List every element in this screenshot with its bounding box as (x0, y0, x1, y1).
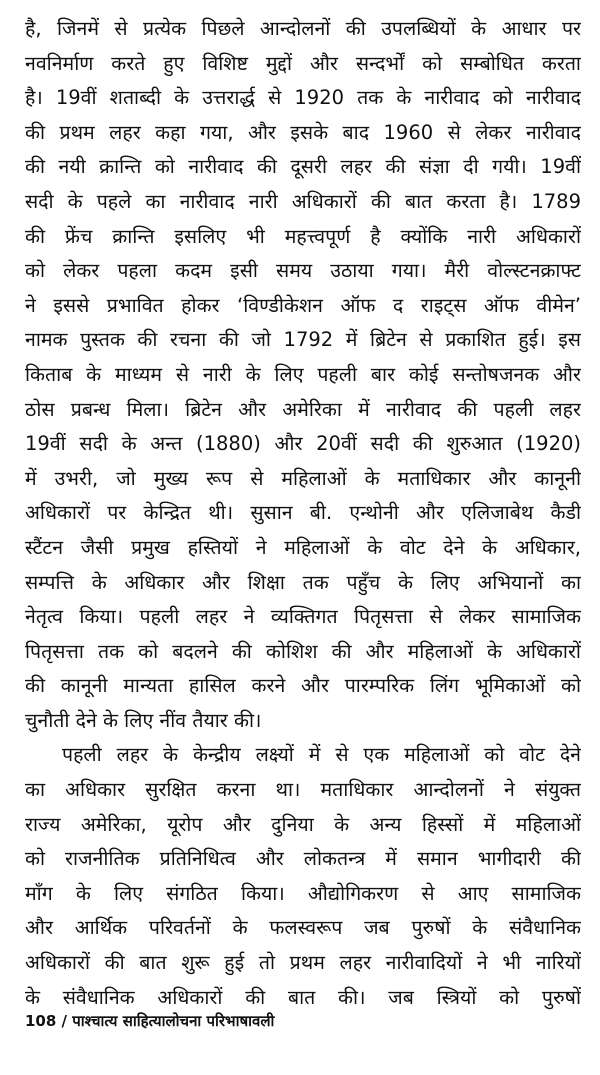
text-line: पहली लहर के केन्द्रीय लक्ष्यों में से एक महिलाओं को वोट देने (62, 743, 581, 767)
text-line: के संवैधानिक अधिकारों की बात की। जब स्त्रियों को पुरुषों (25, 985, 581, 1009)
text-line: को राजनीतिक प्रतिनिधित्व और लोकतन्त्र में समान भागीदारी की (25, 847, 581, 871)
text-line: माँग के लिए संगठित किया। औद्योगिकरण से आए सामाजिक (25, 881, 581, 905)
text-line: है। 19वीं शताब्दी के उत्तरार्द्ध से 1920 तक के नारीवाद को नारीवाद (25, 86, 581, 110)
text-line: की नयी क्रान्ति को नारीवाद की दूसरी लहर की संज्ञा दी गयी। 19वीं (25, 155, 581, 179)
text-line: नवनिर्माण करते हुए विशिष्ट मुद्दों और सन्दर्भों को सम्बोधित करता (25, 51, 581, 75)
text-line: की प्रथम लहर कहा गया, और इसके बाद 1960 से लेकर नारीवाद (25, 120, 581, 144)
text-line: नेतृत्व किया। पहली लहर ने व्यक्तिगत पितृसत्ता से लेकर सामाजिक (25, 605, 581, 629)
text-line: नामक पुस्तक की रचना की जो 1792 में ब्रिटेन से प्रकाशित हुई। इस (25, 328, 581, 352)
text-line: में उभरी, जो मुख्य रूप से महिलाओं के मताधिकार और कानूनी (25, 466, 581, 490)
text-line: और आर्थिक परिवर्तनों के फलस्वरूप जब पुरुषों के संवैधानिक (25, 916, 581, 940)
text-line: की फ्रेंच क्रान्ति इसलिए भी महत्त्वपूर्ण है क्योंकि नारी अधिकारों (25, 224, 581, 248)
text-line: स्टैंटन जैसी प्रमुख हस्तियों ने महिलाओं के वोट देने के अधिकार, (25, 535, 581, 559)
text-line: अधिकारों पर केन्द्रित थी। सुसान बी. एन्थोनी और एलिजाबेथ कैडी (25, 501, 581, 525)
text-line: ठोस प्रबन्ध मिला। ब्रिटेन और अमेरिका में नारीवाद की पहली लहर (25, 397, 581, 421)
paragraph (25, 12, 581, 738)
text-line: की कानूनी मान्यता हासिल करने और पारम्परिक लिंग भूमिकाओं को (25, 674, 581, 698)
text-line: को लेकर पहला कदम इसी समय उठाया गया। मैरी वोल्स्टनक्राफ्ट (25, 259, 581, 283)
text-line: 19वीं सदी के अन्त (1880) और 20वीं सदी की शुरुआत (1920) (25, 432, 581, 456)
text-line: है, जिनमें से प्रत्येक पिछले आन्दोलनों की उपलब्धियों के आधार पर (25, 17, 581, 40)
paragraph (25, 738, 581, 1015)
text-line: का अधिकार सुरक्षित करना था। मताधिकार आन्दोलनों ने संयुक्त (25, 778, 581, 802)
text-line: ने इससे प्रभावित होकर ‘विण्डीकेशन ऑफ द राइट्स ऑफ वीमेन’ (25, 293, 581, 317)
text-line: किताब के माध्यम से नारी के लिए पहली बार कोई सन्तोषजनक और (25, 362, 581, 386)
body-text (25, 12, 581, 1015)
text-line: सदी के पहले का नारीवाद नारी अधिकारों की बात करता है। 1789 (25, 189, 581, 213)
text-line: चुनौती देने के लिए नींव तैयार की। (25, 708, 262, 732)
text-line: पितृसत्ता तक को बदलने की कोशिश की और महिलाओं के अधिकारों (25, 639, 581, 663)
text-line: राज्य अमेरिका, यूरोप और दुनिया के अन्य हिस्सों में महिलाओं (25, 812, 581, 836)
text-line: अधिकारों की बात शुरू हुई तो प्रथम लहर नारीवादियों ने भी नारियों (25, 951, 581, 975)
page-footer: 108 / पाश्चात्य साहित्यालोचना परिभाषावली (25, 1012, 275, 1030)
text-line: सम्पत्ति के अधिकार और शिक्षा तक पहुँच के लिए अभियानों का (25, 570, 581, 594)
